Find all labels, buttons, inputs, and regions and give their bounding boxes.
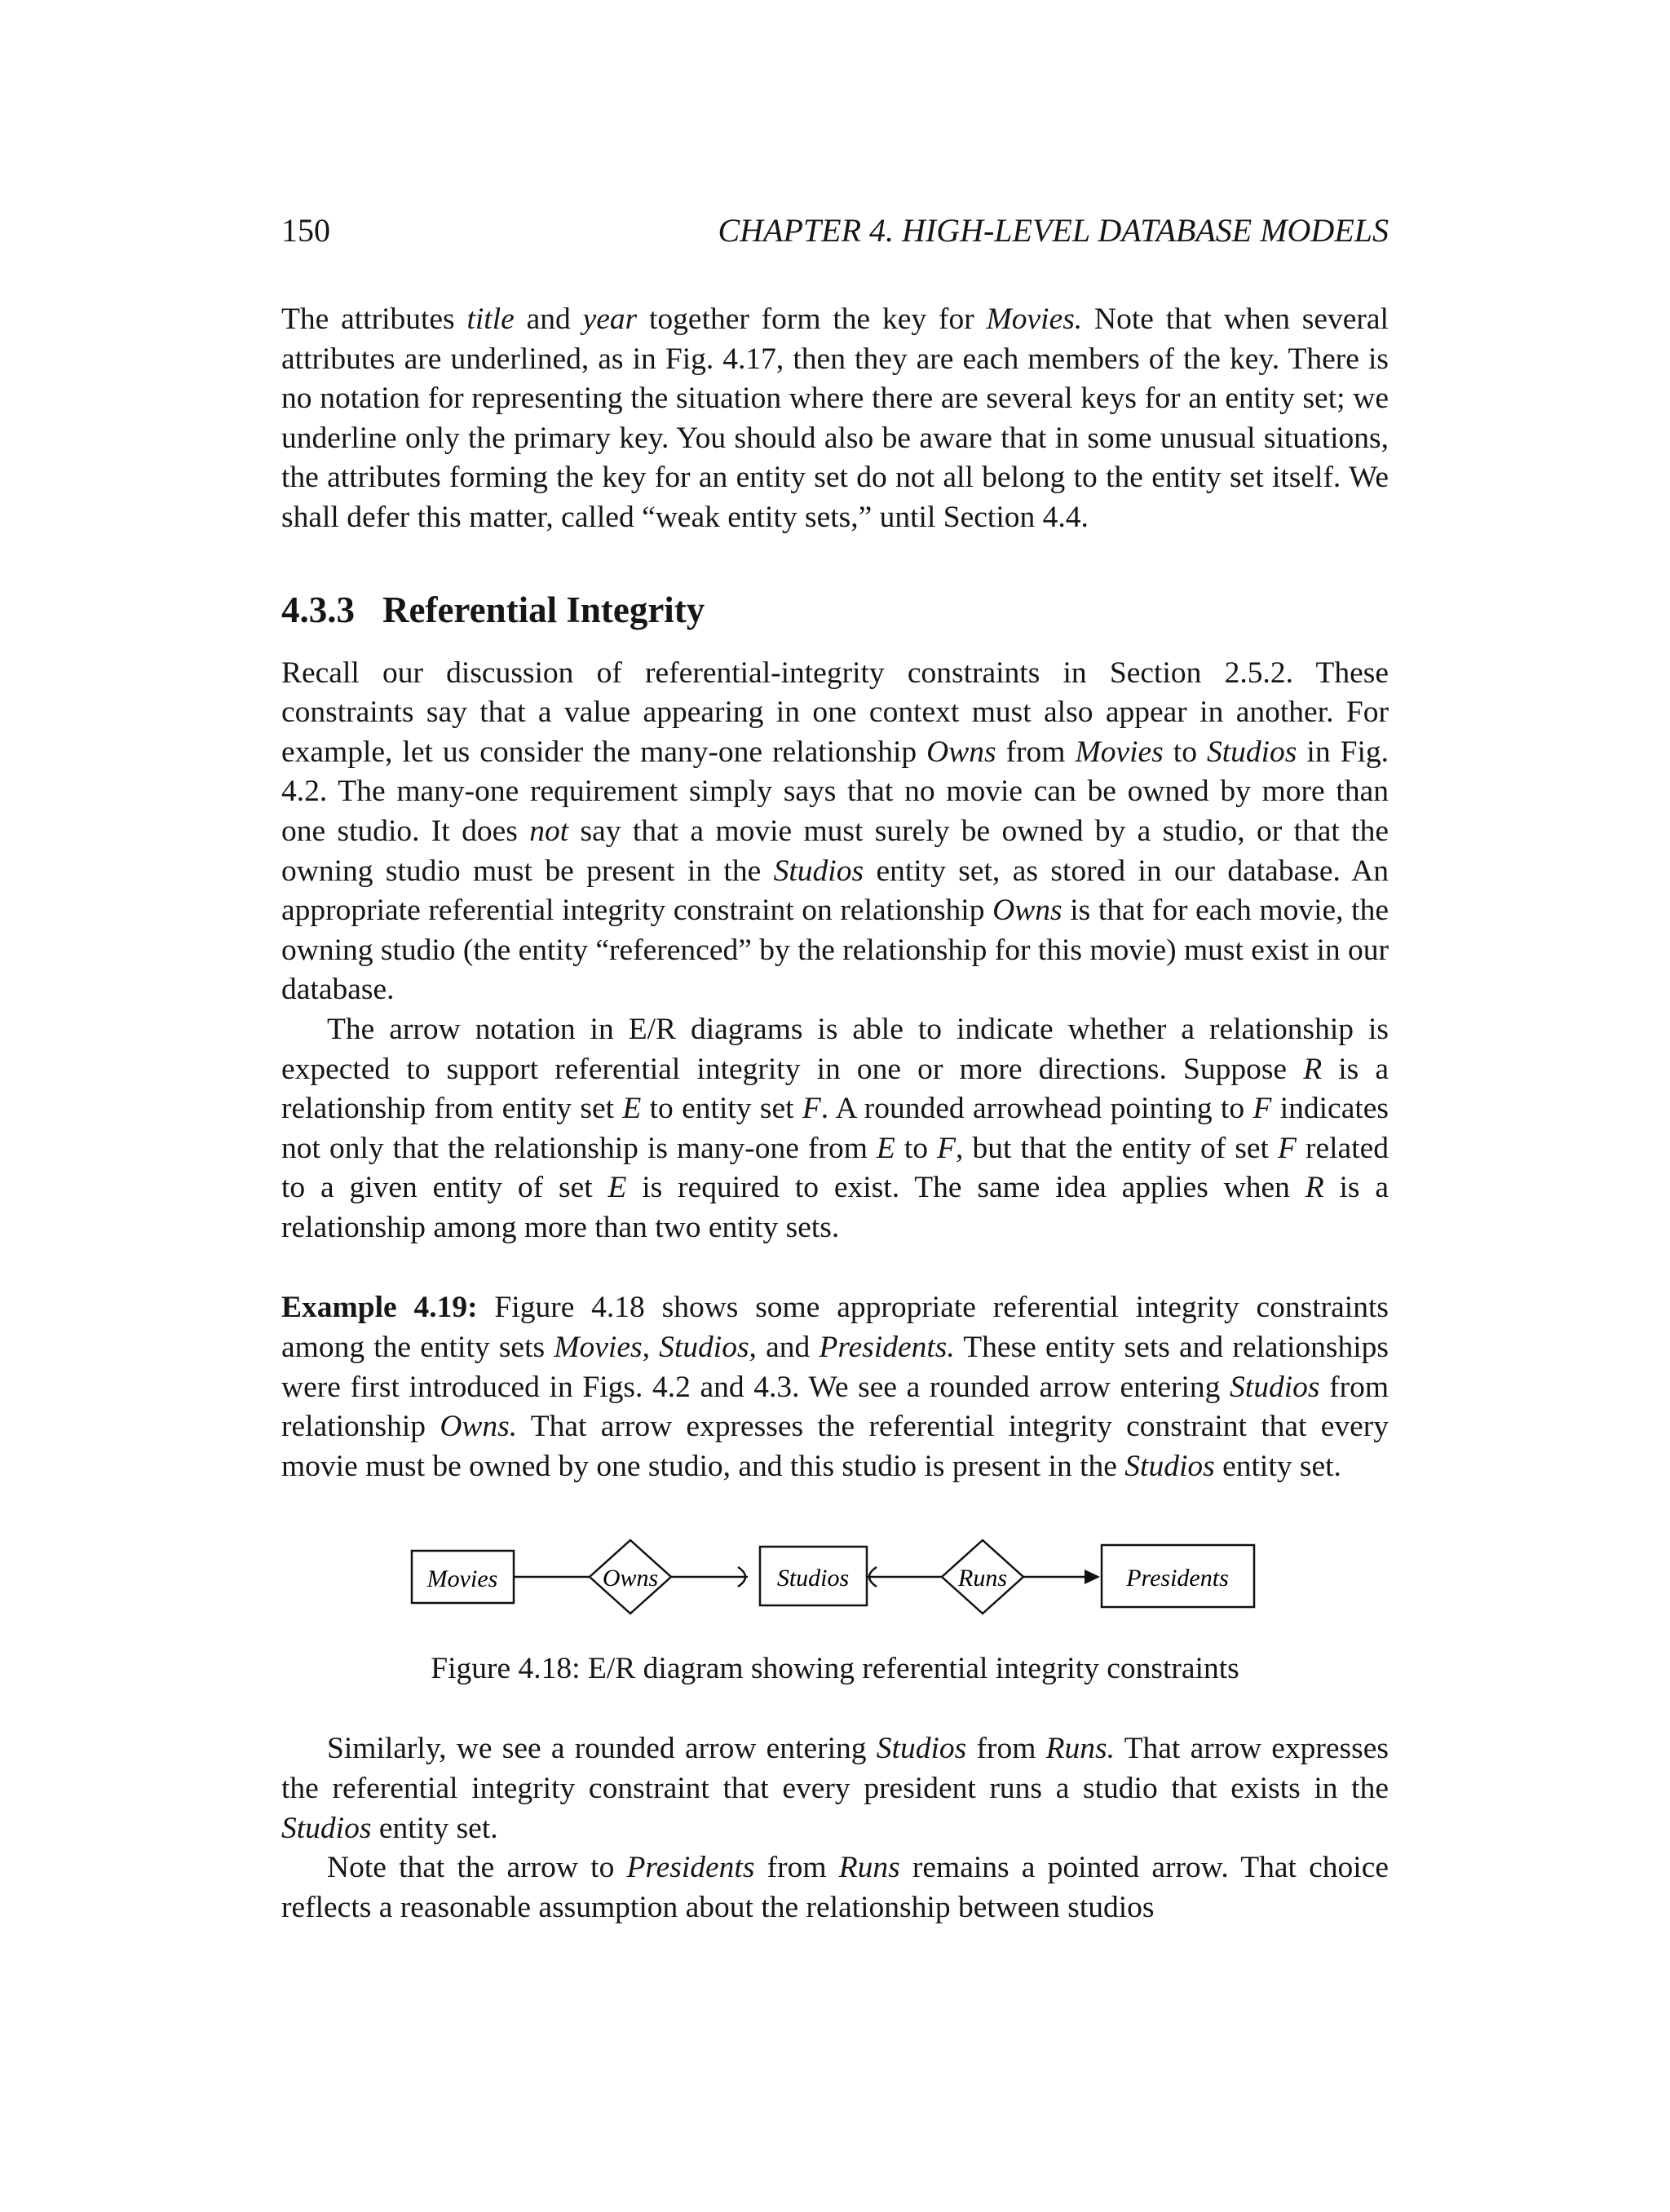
italic-term: year [582, 302, 638, 336]
text-run: related to a given entity of set [281, 1131, 1389, 1205]
italic-term: Studios [281, 1811, 372, 1845]
text-run: is that for each movie, the owning studio (the entity “referenced” by the relationship for this movie) must exist in our database. [281, 894, 1389, 1007]
italic-term: Presidents [626, 1851, 755, 1885]
text-run: from [966, 1732, 1046, 1766]
text-run: say that a movie must surely be owned by a studio, or that the owning studio must be present in the [281, 814, 1389, 888]
italic-term: Studios [1230, 1370, 1320, 1404]
italic-term: F [802, 1092, 821, 1126]
text-run: together form the key for [637, 302, 987, 336]
text-run: Note that the arrow to [327, 1851, 627, 1885]
text-run: from [996, 735, 1076, 769]
italic-term: Studios [876, 1732, 967, 1766]
paragraph-referential-constraints [281, 654, 1389, 1010]
italic-term: Movies [1075, 735, 1164, 769]
text-run: Recall our discussion of referential-integrity constraints in Section 2.5.2. These constraints say that a value appearing in one context must also appear in another. For example, let us consider the many-one relationship [281, 656, 1389, 769]
italic-term: Movies. [986, 302, 1083, 336]
relationship-owns [590, 1540, 671, 1614]
italic-term: title [466, 302, 515, 336]
er-diagram-svg [281, 1529, 1389, 1627]
text-run: . A rounded arrowhead pointing to [820, 1092, 1253, 1126]
paragraph-weak-entity-note [281, 300, 1389, 538]
italic-term: Runs [838, 1851, 900, 1885]
text-run: The arrow notation in E/R diagrams is able to indicate whether a relationship is expected to support referential integrity in one or more directions. Suppose [281, 1012, 1389, 1086]
italic-term: R [1305, 1171, 1324, 1205]
text-run: to [895, 1131, 938, 1165]
italic-term: Studios [1124, 1449, 1215, 1483]
italic-term: E [876, 1131, 895, 1165]
figure-caption: Figure 4.18: E/R diagram showing referential integrity constraints [431, 1652, 1239, 1686]
text-run: is a relationship from entity set [281, 1052, 1389, 1126]
relationship-owns-label: Owns [602, 1565, 659, 1592]
text-run: is a relationship among more than two entity sets. [281, 1171, 1389, 1244]
text-run: Similarly, we see a rounded arrow entering [327, 1732, 877, 1766]
entity-presidents-label: Presidents [1126, 1565, 1229, 1592]
italic-term: Owns [992, 894, 1063, 928]
text-run: remains a pointed arrow. That choice reflects a reasonable assumption about the relationship between studios [281, 1851, 1389, 1924]
text-run: to entity set [641, 1092, 802, 1126]
italic-term: Runs. [1045, 1732, 1116, 1766]
relationship-runs-label: Runs [958, 1565, 1007, 1592]
section-title: Referential Integrity [382, 589, 705, 630]
italic-term: E [622, 1092, 642, 1126]
italic-term: F [1278, 1131, 1297, 1165]
relationship-runs [942, 1540, 1023, 1614]
section-heading [281, 587, 1389, 633]
italic-term: R [1303, 1052, 1323, 1086]
page-number: 150 [281, 212, 330, 249]
italic-term: Owns [926, 735, 996, 769]
text-run: That arrow expresses the referential integrity constraint that every president runs a studio that exists in the [281, 1732, 1389, 1806]
italic-term: F [937, 1131, 956, 1165]
page-content [281, 300, 1389, 1927]
italic-term: E [607, 1171, 627, 1205]
text-run: indicates not only that the relationship is many-one from [281, 1092, 1389, 1165]
text-run: entity set. [371, 1811, 498, 1845]
er-diagram [281, 1529, 1389, 1627]
text-run: That arrow expresses the referential integrity constraint that every movie must be owned by one studio, and this studio is present in the [281, 1410, 1389, 1483]
text-run: These entity sets and relationships were first introduced in Figs. 4.2 and 4.3. We see a rounded arrow entering [281, 1331, 1389, 1404]
pointed-arrow-presidents [1085, 1570, 1100, 1584]
text-run: in Fig. 4.2. The many-one requirement simply says that no movie can be owned by more than one studio. It does [281, 735, 1389, 848]
entity-presidents [1102, 1545, 1254, 1607]
paragraph-runs-arrow [281, 1729, 1389, 1848]
entity-movies-label: Movies [426, 1565, 498, 1593]
text-run: and [756, 1331, 820, 1365]
italic-term: F [1252, 1092, 1272, 1126]
paragraph-pointed-arrow [281, 1848, 1389, 1927]
entity-movies [407, 1546, 519, 1608]
italic-term: Studios [1206, 735, 1297, 769]
text-run: to [1163, 735, 1207, 769]
text-run: The attributes [281, 302, 467, 336]
text-run: from relationship [281, 1370, 1389, 1444]
text-run: entity set. [1214, 1449, 1341, 1483]
entity-studios [760, 1547, 867, 1605]
text-run: Figure 4.18 shows some appropriate referential integrity constraints among the entity sets [281, 1291, 1389, 1365]
text-run: and [514, 302, 583, 336]
paragraph-arrow-notation [281, 1010, 1389, 1248]
entity-studios-label: Studios [776, 1565, 850, 1592]
example-label: Example 4.19: [281, 1291, 478, 1325]
italic-term: Studios [773, 854, 864, 888]
example-paragraph [281, 1288, 1389, 1486]
italic-term: Presidents. [819, 1331, 955, 1365]
running-title: CHAPTER 4. HIGH-LEVEL DATABASE MODELS [718, 212, 1389, 249]
section-number: 4.3.3 [281, 589, 355, 630]
italic-term: not [529, 814, 569, 848]
italic-term: Movies, Studios, [554, 1331, 757, 1365]
text-run: Note that when several attributes are underlined, as in Fig. 4.17, then they are each members of the key. There is no notation for representing the situation where there are several keys for an entity set; we underline only the primary key. You should also be aware that in some unusual situations, the attributes forming the key for an entity set do not all belong to the entity set itself. We shall defer this matter, called “weak entity sets,” until Section 4.4. [281, 302, 1389, 534]
text-run: is required to exist. The same idea applies when [626, 1171, 1306, 1205]
text-run: , but that the entity of set [956, 1131, 1279, 1165]
text-run: from [754, 1851, 839, 1885]
text-run: entity set, as stored in our database. An appropriate referential integrity constraint on relationship [281, 854, 1389, 928]
italic-term: Owns. [440, 1410, 518, 1444]
